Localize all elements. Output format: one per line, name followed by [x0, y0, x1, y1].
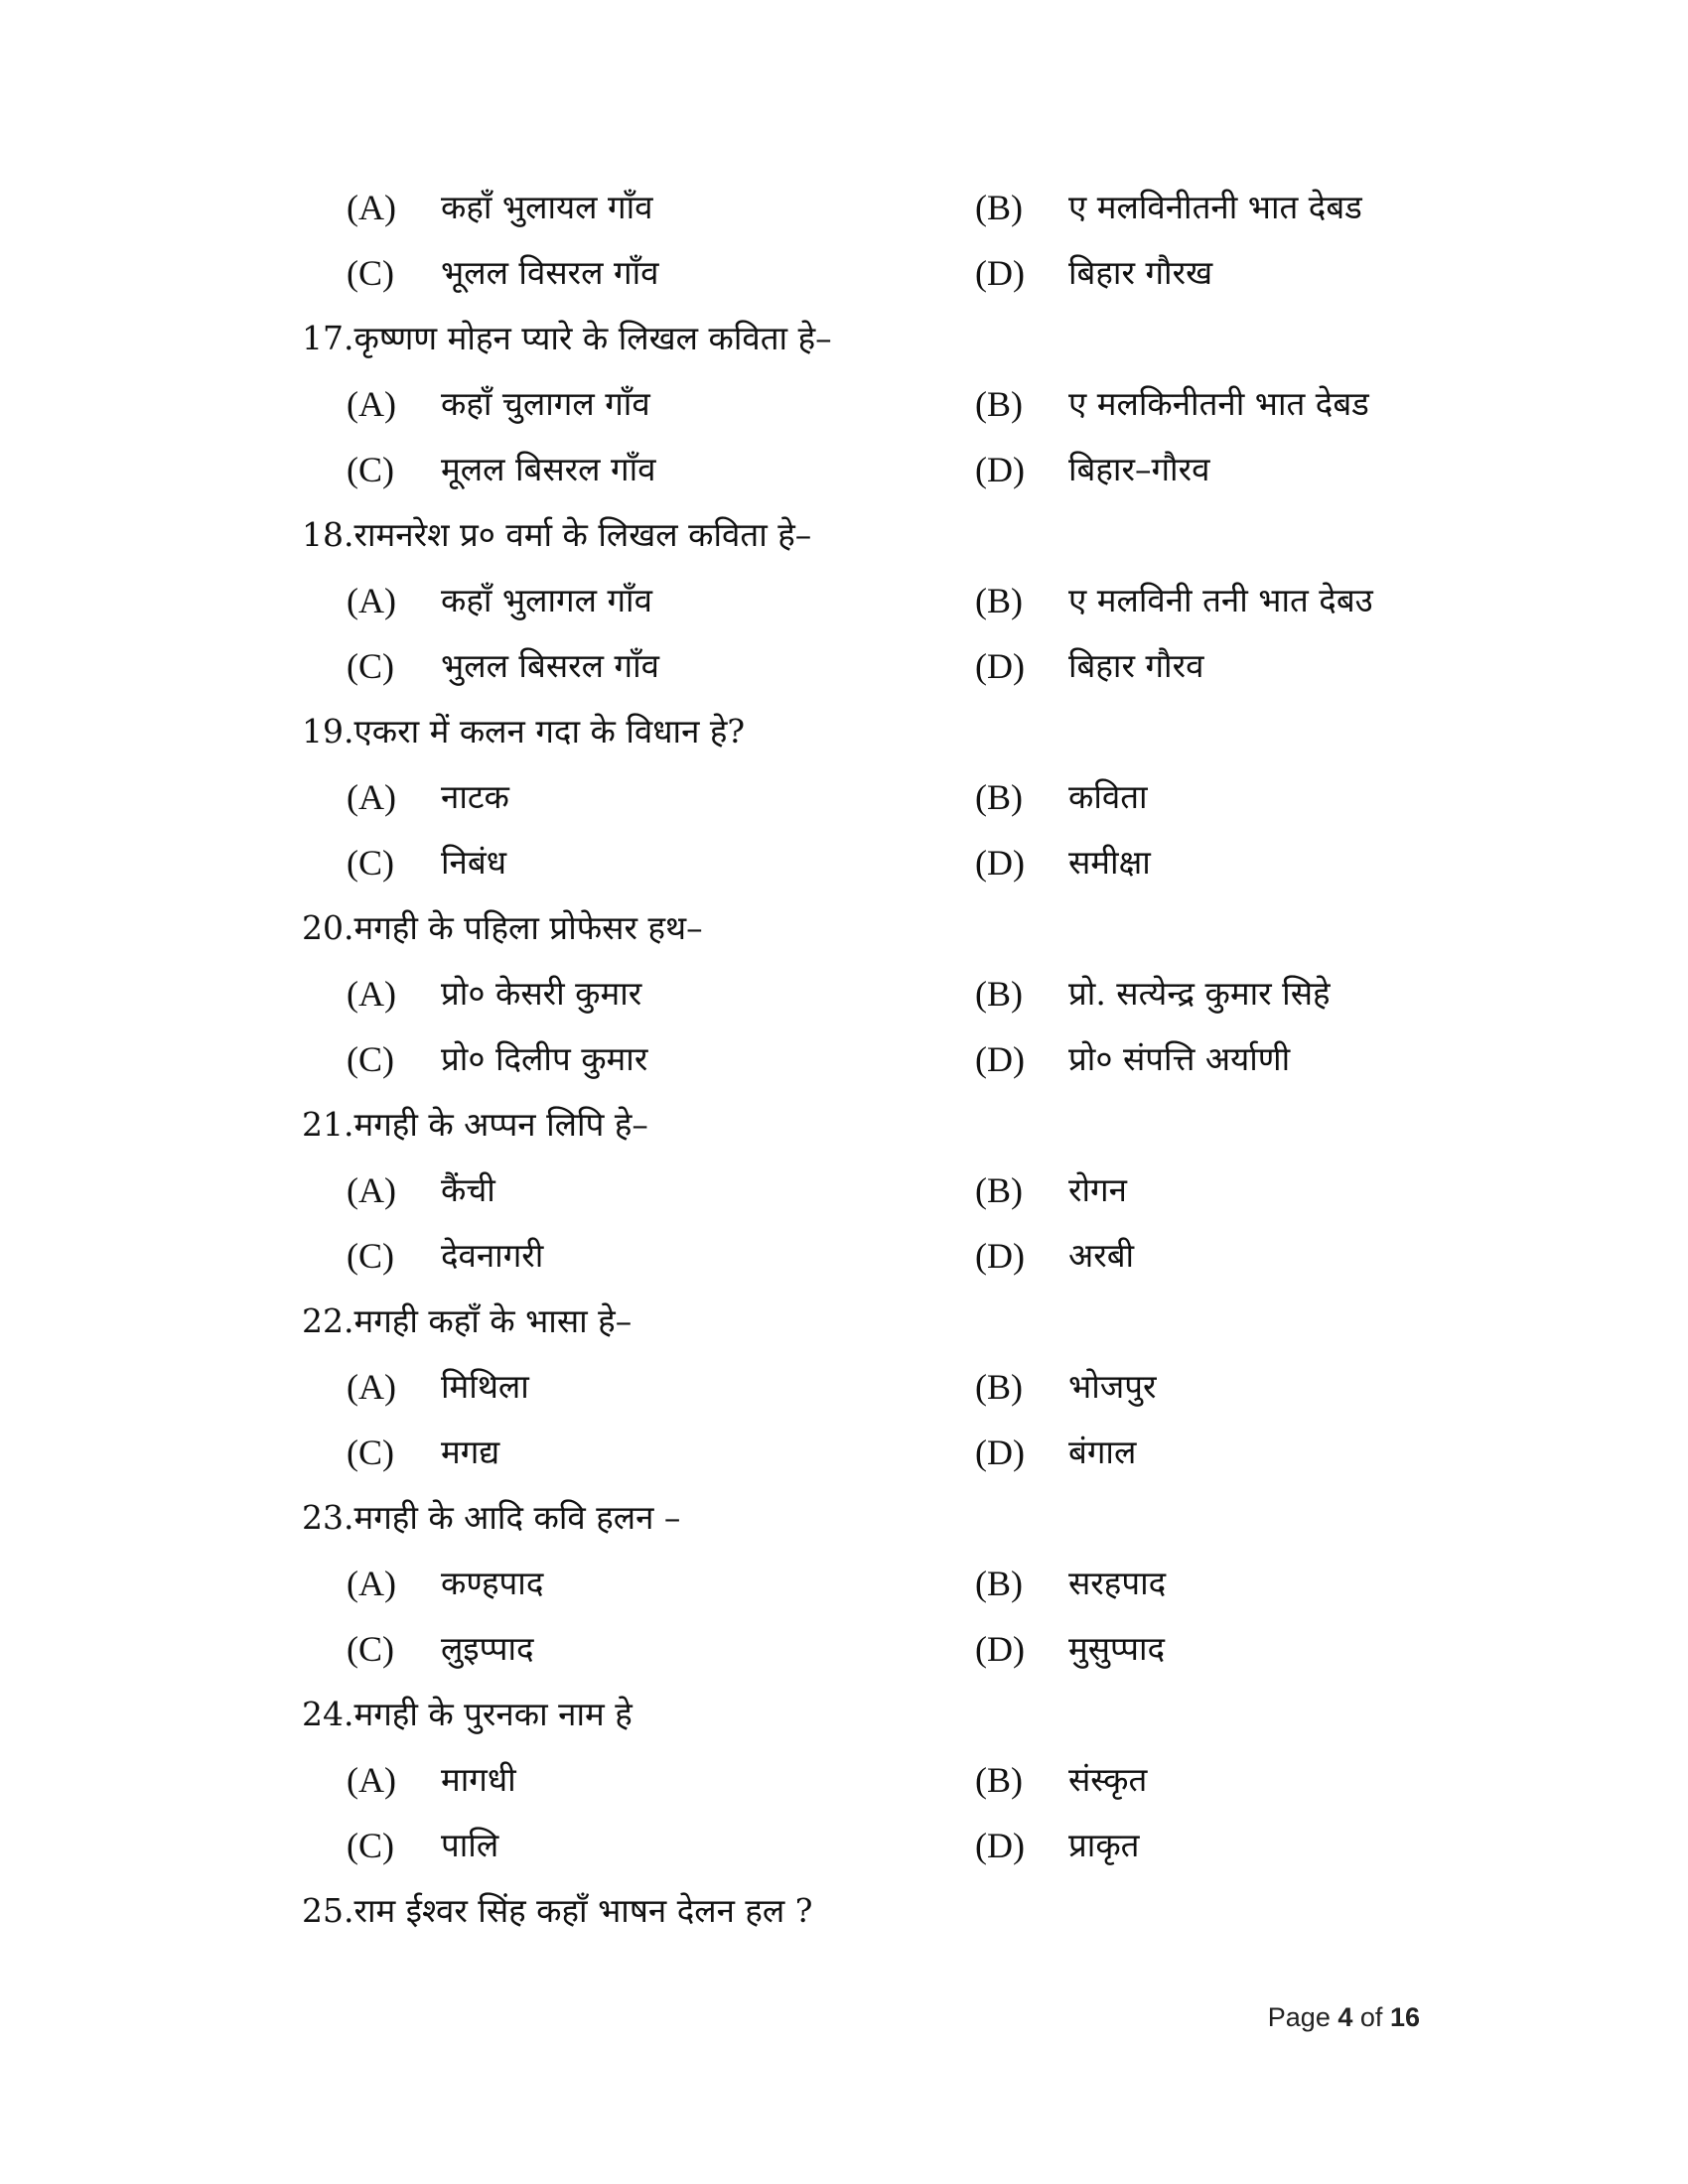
question-25: [0, 1881, 1688, 1941]
option-row: [0, 1750, 1688, 1810]
option-text: प्रो० केसरी कुमार: [441, 974, 642, 1013]
option-text: प्रो० दिलीप कुमार: [441, 1039, 648, 1078]
option-row: [0, 243, 1688, 303]
option-text: सरहपाद: [1068, 1564, 1167, 1602]
question-text: 19.एकरा में कलन गदा के विधान हे?: [302, 712, 746, 751]
option-letter: (C): [347, 843, 394, 883]
option-letter: (D): [975, 1236, 1025, 1276]
question-text: 17.कृष्णण मोहन प्यारे के लिखल कविता हे–: [302, 319, 832, 357]
option-row: [0, 964, 1688, 1024]
option-text: मगद्य: [441, 1433, 500, 1471]
question-17: [0, 309, 1688, 368]
page-current: 4: [1337, 2002, 1353, 2032]
option-text: मुसुप्पाद: [1068, 1629, 1166, 1668]
question-text: 20.मगही के पहिला प्रोफेसर हथ–: [302, 908, 703, 947]
option-text: अरबी: [1068, 1236, 1135, 1275]
option-letter: (A): [347, 974, 396, 1014]
option-text: प्रो० संपत्ति अर्याणी: [1068, 1039, 1291, 1078]
option-row: [0, 767, 1688, 827]
question-23: [0, 1488, 1688, 1548]
option-letter: (B): [975, 1760, 1023, 1800]
option-text: कहाँ भुलायल गाँव: [441, 188, 653, 226]
option-letter: (C): [347, 646, 394, 686]
option-text: कहाँ भुलागल गाँव: [441, 581, 652, 619]
option-letter: (D): [975, 843, 1025, 883]
option-letter: (D): [975, 1039, 1025, 1079]
option-text: मिथिला: [441, 1367, 529, 1406]
option-letter: (C): [347, 253, 394, 293]
option-letter: (C): [347, 1826, 394, 1865]
option-row: [0, 440, 1688, 499]
option-row: [0, 1619, 1688, 1679]
question-19: [0, 702, 1688, 761]
option-text: बिहार गौरव: [1068, 646, 1204, 685]
option-text: कण्हपाद: [441, 1564, 544, 1602]
question-22: [0, 1292, 1688, 1351]
option-letter: (B): [975, 974, 1023, 1014]
option-text: लुइप्पाद: [441, 1629, 534, 1668]
option-text: देवनागरी: [441, 1236, 544, 1275]
option-text: मूलल बिसरल गाँव: [441, 450, 656, 488]
option-letter: (C): [347, 1236, 394, 1276]
page-number: [1261, 1997, 1420, 2037]
option-letter: (C): [347, 1629, 394, 1669]
option-letter: (B): [975, 777, 1023, 817]
option-letter: (D): [975, 450, 1025, 489]
option-letter: (D): [975, 1826, 1025, 1865]
option-row: [0, 1423, 1688, 1482]
option-letter: (D): [975, 1629, 1025, 1669]
option-text: कविता: [1068, 777, 1148, 816]
option-letter: (C): [347, 1039, 394, 1079]
option-letter: (A): [347, 384, 396, 424]
option-row: [0, 178, 1688, 237]
question-24: [0, 1685, 1688, 1744]
page-separator: of: [1359, 2002, 1383, 2032]
option-text: बिहार गौरख: [1068, 253, 1213, 292]
option-letter: (A): [347, 777, 396, 817]
option-text: कैंची: [441, 1170, 495, 1209]
option-letter: (A): [347, 581, 396, 620]
option-text: समीक्षा: [1068, 843, 1151, 882]
option-letter: (D): [975, 253, 1025, 293]
option-letter: (A): [347, 1760, 396, 1800]
option-row: [0, 374, 1688, 434]
option-letter: (B): [975, 188, 1023, 227]
option-text: बिहार–गौरव: [1068, 450, 1210, 488]
option-letter: (A): [347, 1170, 396, 1210]
option-row: [0, 1357, 1688, 1417]
option-row: [0, 833, 1688, 892]
question-20: [0, 898, 1688, 958]
question-text: 23.मगही के आदि कवि हलन –: [302, 1498, 681, 1537]
option-row: [0, 1160, 1688, 1220]
page-total: 16: [1389, 2002, 1420, 2032]
question-21: [0, 1095, 1688, 1155]
option-letter: (D): [975, 1433, 1025, 1472]
option-text: पालि: [441, 1826, 499, 1864]
option-letter: (B): [975, 1564, 1023, 1603]
option-letter: (B): [975, 1170, 1023, 1210]
option-row: [0, 1226, 1688, 1286]
option-letter: (C): [347, 450, 394, 489]
question-18: [0, 505, 1688, 565]
option-letter: (C): [347, 1433, 394, 1472]
option-letter: (A): [347, 188, 396, 227]
option-text: ए मलविनीतनी भात देबड: [1068, 188, 1362, 226]
option-text: भोजपुर: [1068, 1367, 1157, 1406]
question-text: 22.मगही कहाँ के भासा हे–: [302, 1301, 633, 1340]
question-text: 25.राम ईश्वर सिंह कहाँ भाषन देलन हल ?: [302, 1891, 813, 1930]
option-row: [0, 1029, 1688, 1089]
option-text: रोगन: [1068, 1170, 1127, 1209]
option-row: [0, 1554, 1688, 1613]
page-label: Page: [1267, 2002, 1331, 2032]
option-text: निबंध: [441, 843, 506, 882]
option-text: नाटक: [441, 777, 509, 816]
question-text: 21.मगही के अप्पन लिपि हे–: [302, 1105, 648, 1144]
option-row: [0, 1816, 1688, 1875]
option-text: कहाँ चुलागल गाँव: [441, 384, 650, 423]
option-text: ए मलविनी तनी भात देबउ: [1068, 581, 1373, 619]
option-text: बंगाल: [1068, 1433, 1137, 1471]
option-row: [0, 636, 1688, 696]
option-text: ए मलकिनीतनी भात देबड: [1068, 384, 1369, 423]
option-letter: (A): [347, 1564, 396, 1603]
question-text: 24.मगही के पुरनका नाम हे: [302, 1695, 633, 1733]
option-text: प्राकृत: [1068, 1826, 1140, 1864]
question-text: 18.रामनरेश प्र० वर्मा के लिखल कविता हे–: [302, 515, 812, 554]
option-letter: (D): [975, 646, 1025, 686]
option-text: प्रो. सत्येन्द्र कुमार सिहे: [1068, 974, 1331, 1013]
option-text: भूलल विसरल गाँव: [441, 253, 659, 292]
option-text: मागधी: [441, 1760, 516, 1799]
option-letter: (B): [975, 581, 1023, 620]
option-row: [0, 571, 1688, 630]
option-text: भुलल बिसरल गाँव: [441, 646, 659, 685]
option-letter: (A): [347, 1367, 396, 1407]
option-text: संस्कृत: [1068, 1760, 1148, 1799]
option-letter: (B): [975, 1367, 1023, 1407]
option-letter: (B): [975, 384, 1023, 424]
